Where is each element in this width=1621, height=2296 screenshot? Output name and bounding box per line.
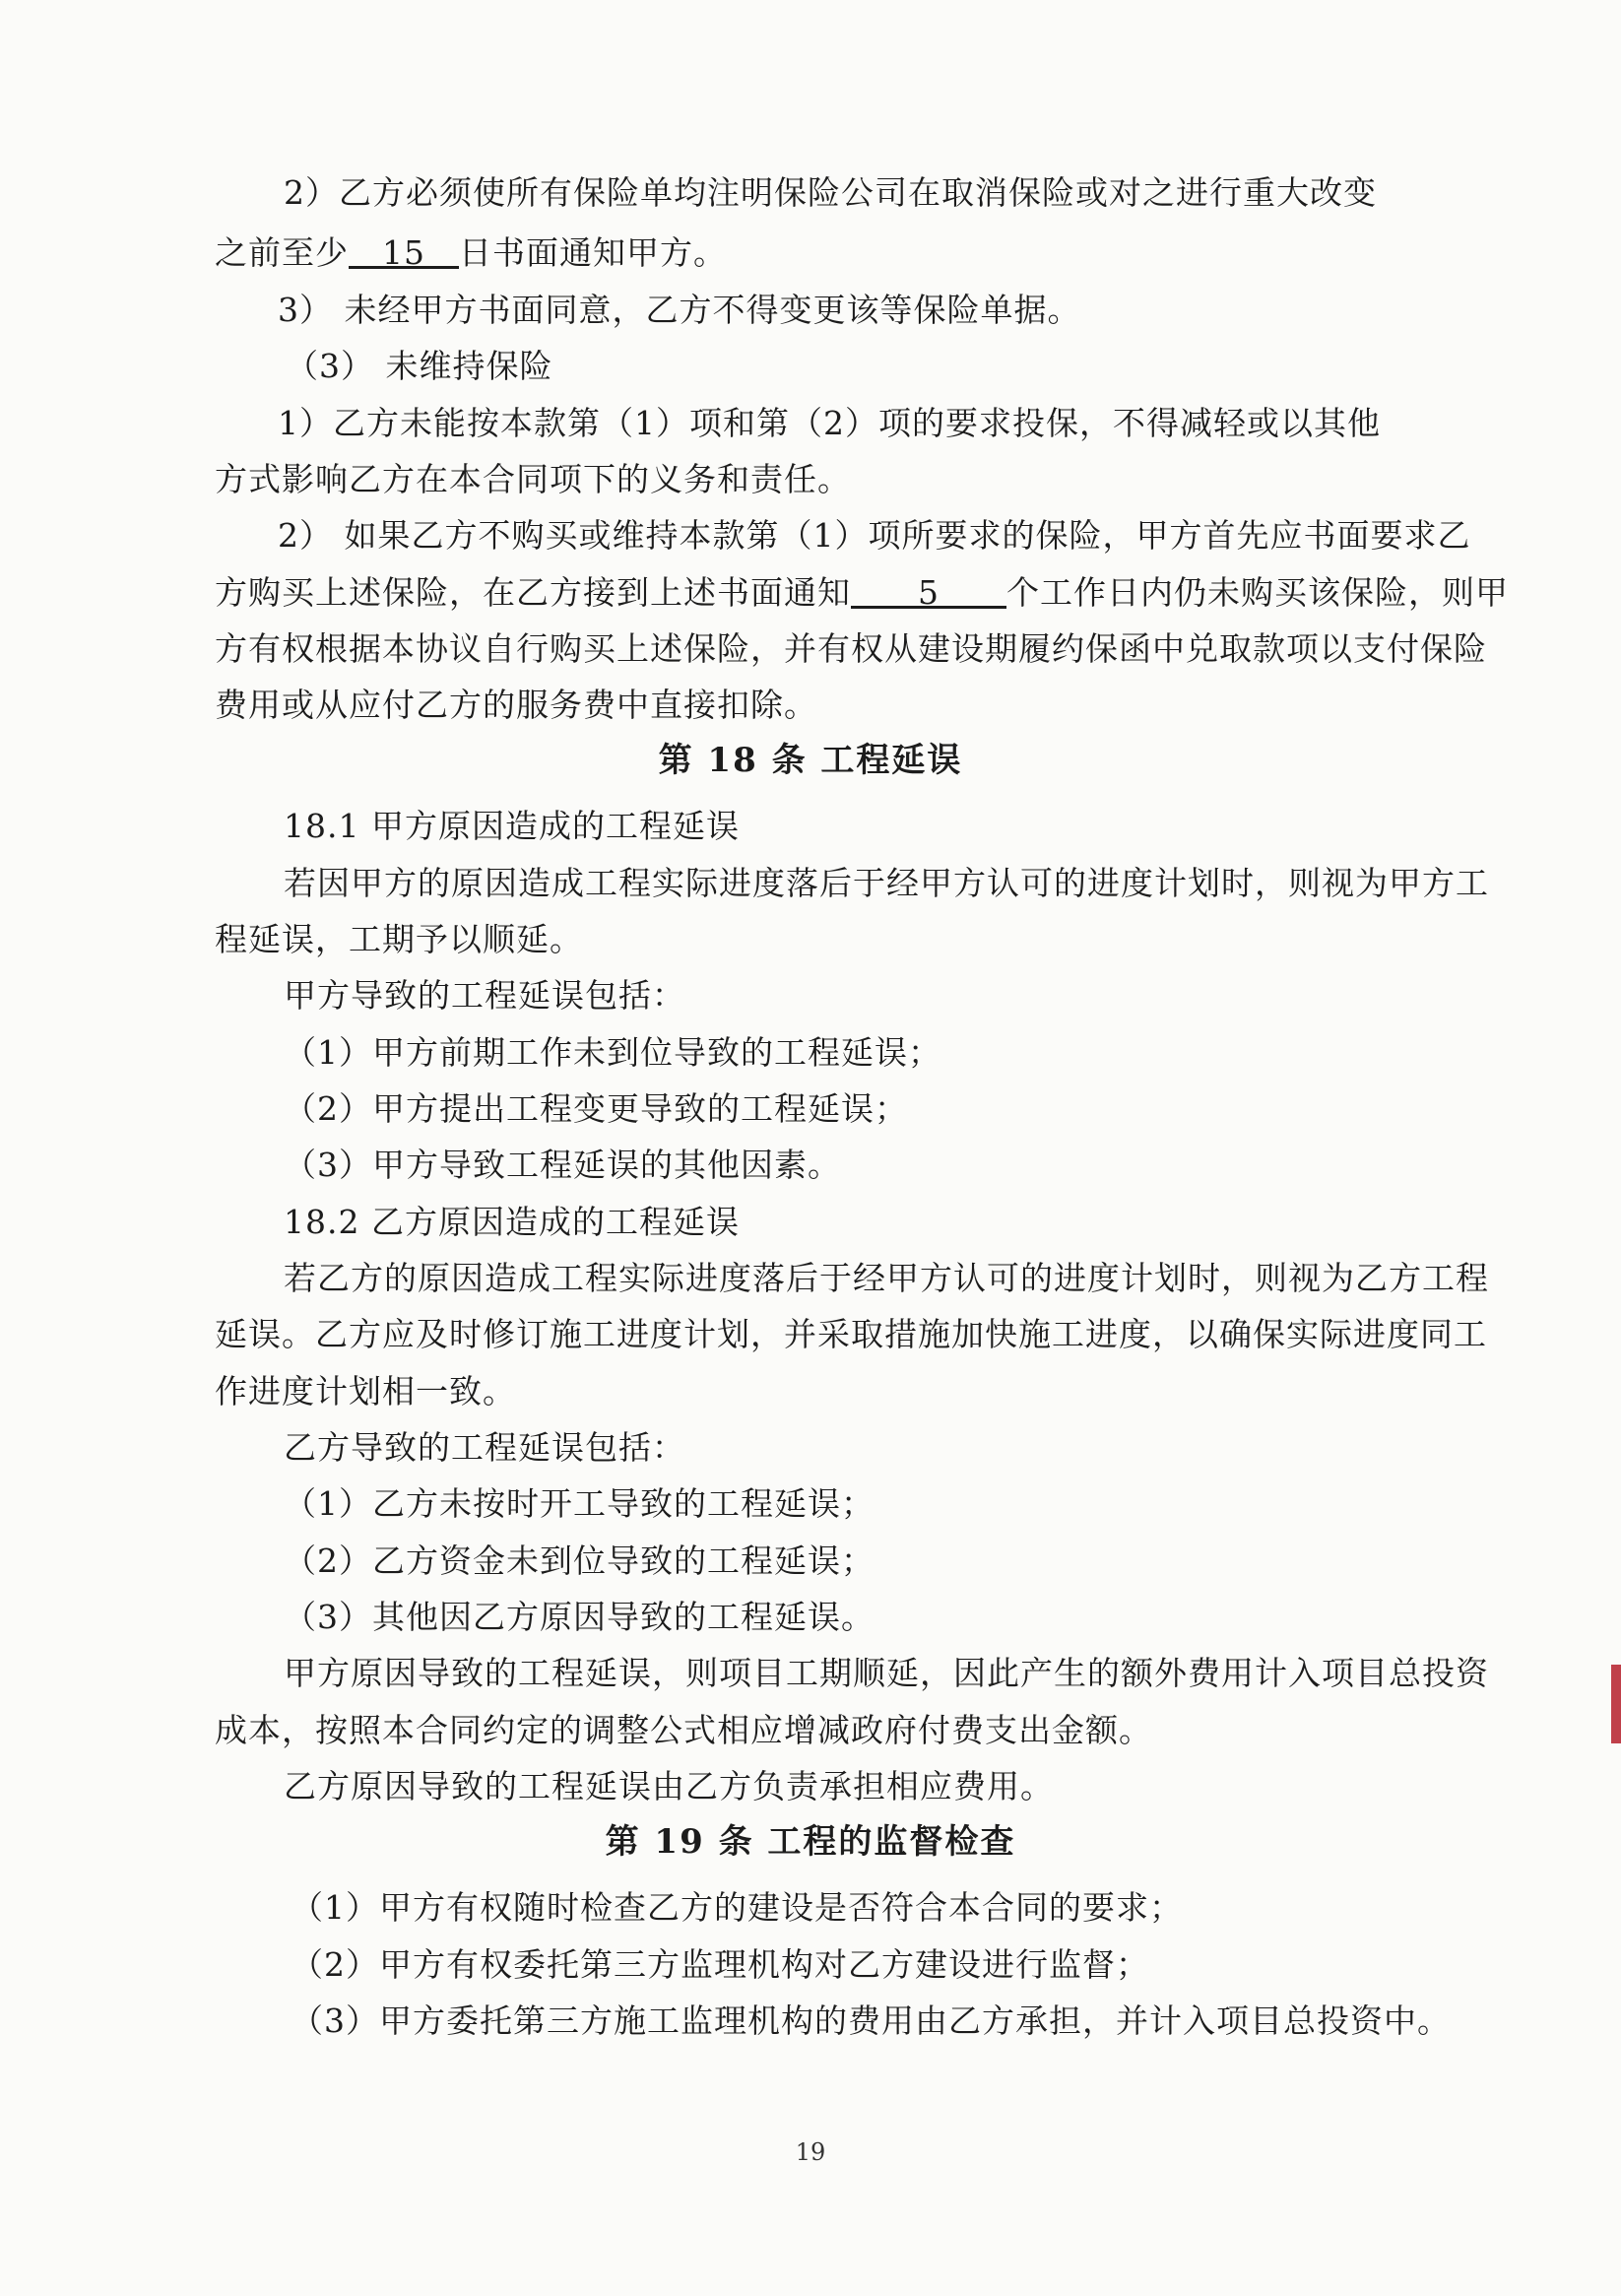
paragraph-line: 2） 如果乙方不购买或维持本款第（1）项所要求的保险，甲方首先应书面要求乙: [278, 516, 1471, 555]
paragraph-line: 作进度计划相一致。: [215, 1372, 516, 1410]
paragraph-line: 甲方导致的工程延误包括：: [284, 976, 685, 1015]
filled-blank: 5: [918, 573, 940, 612]
paragraph-line: 甲方原因导致的工程延误，则项目工期顺延，因此产生的额外费用计入项目总投资: [284, 1654, 1489, 1692]
paragraph-line: 2）乙方必须使所有保险单均注明保险公司在取消保险或对之进行重大改变: [284, 173, 1377, 212]
paragraph-line: 若因甲方的原因造成工程实际进度落后于经甲方认可的进度计划时，则视为甲方工: [284, 864, 1489, 902]
list-item: （2）甲方有权委托第三方监理机构对乙方建设进行监督；: [291, 1945, 1149, 1984]
list-item: （3）甲方委托第三方施工监理机构的费用由乙方承担，并计入项目总投资中。: [291, 2001, 1451, 2040]
list-item: （2）甲方提出工程变更导致的工程延误；: [284, 1089, 908, 1128]
list-item: （1）甲方有权随时检查乙方的建设是否符合本合同的要求；: [291, 1888, 1183, 1927]
list-item: （1）甲方前期工作未到位导致的工程延误；: [284, 1033, 941, 1072]
paragraph-line: 乙方原因导致的工程延误由乙方负责承担相应费用。: [284, 1767, 1054, 1805]
section-title: 第 19 条 工程的监督检查: [605, 1822, 1016, 1862]
subheading: 18.2 乙方原因造成的工程延误: [284, 1203, 740, 1241]
paragraph-line: 延误。乙方应及时修订施工进度计划，并采取措施加快施工进度，以确保实际进度同工: [215, 1315, 1487, 1353]
list-item: （2）乙方资金未到位导致的工程延误；: [284, 1542, 875, 1580]
list-item: （3）其他因乙方原因导致的工程延误。: [284, 1598, 875, 1636]
paragraph-line: 若乙方的原因造成工程实际进度落后于经甲方认可的进度计划时，则视为乙方工程: [284, 1259, 1489, 1297]
edge-mark: [1611, 1665, 1621, 1743]
paragraph-line: 方式影响乙方在本合同项下的义务和责任。: [215, 460, 851, 498]
paragraph-line: 方有权根据本协议自行购买上述保险，并有权从建设期履约保函中兑取款项以支付保险: [215, 629, 1487, 668]
paragraph-line: 3） 未经甲方书面同意，乙方不得变更该等保险单据。: [278, 291, 1081, 329]
paragraph-line: 乙方导致的工程延误包括：: [284, 1428, 685, 1467]
subheading: 18.1 甲方原因造成的工程延误: [284, 807, 740, 845]
paragraph-line: 方购买上述保险，在乙方接到上述书面通知 5 个工作日内仍未购买该保险，则甲: [215, 573, 1509, 612]
paragraph-line: 费用或从应付乙方的服务费中直接扣除。: [215, 686, 817, 724]
list-item: （3）甲方导致工程延误的其他因素。: [284, 1146, 841, 1184]
paragraph-line: 1）乙方未能按本款第（1）项和第（2）项的要求投保，不得减轻或以其他: [278, 404, 1381, 442]
subheading: （3） 未维持保险: [286, 347, 553, 385]
list-item: （1）乙方未按时开工导致的工程延误；: [284, 1484, 875, 1523]
page-number: 19: [795, 2138, 826, 2166]
paragraph-line: 程延误，工期予以顺延。: [215, 920, 583, 958]
filled-blank: 15: [382, 233, 425, 272]
paragraph-line: 成本，按照本合同约定的调整公式相应增减政府付费支出金额。: [215, 1711, 1152, 1749]
paragraph-line: 之前至少 15 日书面通知甲方。: [215, 233, 727, 272]
section-title: 第 18 条 工程延误: [658, 741, 963, 780]
